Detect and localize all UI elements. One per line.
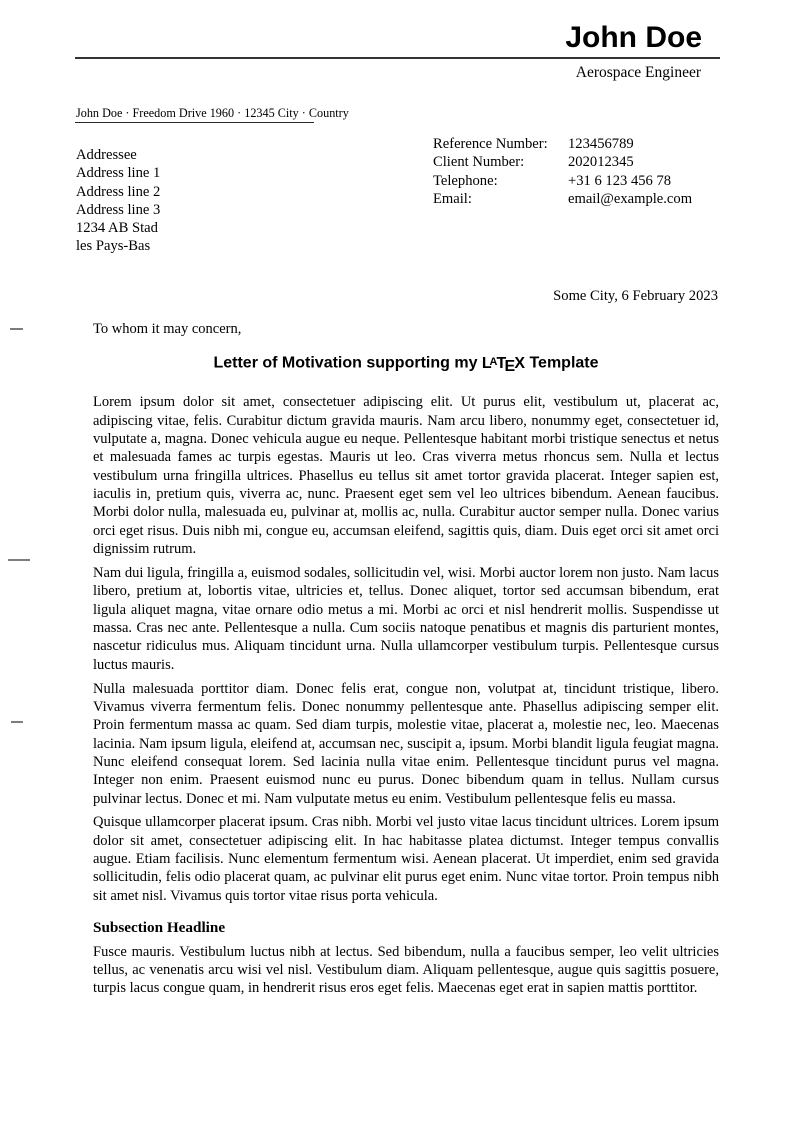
email-row <box>433 190 692 208</box>
client-number-row <box>433 153 692 171</box>
subject-line <box>93 352 719 377</box>
letter-body <box>93 320 719 1003</box>
recipient-address-line: Address line 1 <box>76 165 161 182</box>
reference-number-row <box>433 135 692 153</box>
telephone-row <box>433 172 692 190</box>
client-number-value: 202012345 <box>568 154 634 171</box>
email-label: Email: <box>433 191 472 208</box>
email-value: email@example.com <box>568 191 693 208</box>
reference-block <box>433 135 692 209</box>
recipient-address-line: les Pays-Bas <box>76 238 151 255</box>
body-paragraph: Nulla malesuada porttitor diam. Donec felis erat, congue non, volutpat at, tincidunt tristique, libero. Vivamus viverra fermentum felis. Donec nonummy pellentesque ante. Phasellus adipiscing semper elit. Proin fermentum massa ac quam. Sed diam turpis, molestie vitae, placerat a, molestie nec, leo. Maecenas lacinia. Nam ipsum ligula, eleifend at, accumsan nec, suscipit a, ipsum. Morbi blandit ligula feugiat magna. Nunc eleifend consequat lorem. Sed lacinia nulla vitae enim. Pellentesque tincidunt purus vel magna. Integer non enim. Praesent euismod nunc eu purus. Donec bibendum quam in tellus. Nullam cursus pulvinar lectus. Donec et mi. Nam vulputate metus eu enim. Vestibulum pellentesque felis eu massa. <box>93 680 719 807</box>
fold-mark-middle <box>8 559 30 561</box>
body-paragraph: Nam dui ligula, fringilla a, euismod sodales, sollicitudin vel, wisi. Morbi auctor lorem non justo. Nam lacus libero, pretium at, lobortis vitae, ultricies et, tellus. Donec aliquet, tortor sed accumsan bibendum, erat ligula aliquet magna, vitae ornare odio metus a mi. Morbi ac orci et nisl hendrerit mollis. Suspendisse ut massa. Cras nec ante. Pellentesque a nulla. Cum sociis natoque penatibus et magnis dis parturient montes, nascetur ridiculus mus. Aliquam tincidunt urna. Nulla ullamcorper vestibulum turpis. Pellentesque cursus luctus mauris. <box>93 564 719 673</box>
return-address-underline <box>75 122 314 123</box>
reference-number-value: 123456789 <box>568 136 634 152</box>
recipient-address-line: Address line 2 <box>76 183 161 200</box>
recipient-address-line: Address line 3 <box>76 201 161 218</box>
reference-number-label: Reference Number: <box>433 136 548 152</box>
fold-mark-bottom <box>11 721 23 723</box>
return-address-line: John Doe · Freedom Drive 1960 · 12345 City · Country <box>76 106 349 120</box>
body-paragraph: Lorem ipsum dolor sit amet, consectetuer adipiscing elit. Ut purus elit, vestibulum ut, placerat ac, adipiscing vitae, felis. Curabitur dictum gravida mauris. Nam arcu libero, nonummy eget, consectetuer id, vulputate a, magna. Donec vehicula augue eu neque. Pellentesque habitant morbi tristique senectus et netus et malesuada fames ac turpis egestas. Mauris ut leo. Cras viverra metus rhoncus sem. Nulla et lectus vestibulum urna fringilla ultrices. Phasellus eu tellus sit amet tortor gravida placerat. Integer sapien est, iaculis in, pretium quis, viverra ac, nunc. Praesent eget sem vel leo ultrices bibendum. Aenean faucibus. Morbi dolor nulla, malesuada eu, pulvinar at, mollis ac, nulla. Curabitur auctor semper nulla. Donec varius orci eget risus. Duis nibh mi, congue eu, accumsan eleifend, sagittis quis, diam. Duis eget orci sit amet orci dignissim rutrum. <box>93 394 719 558</box>
header-rule <box>75 57 720 59</box>
recipient-address <box>76 146 160 256</box>
client-number-label: Client Number: <box>433 154 525 171</box>
sender-name: John Doe <box>565 21 702 54</box>
fold-mark-top <box>10 328 23 330</box>
sender-profession: Aerospace Engineer <box>575 64 701 81</box>
telephone-value: +31 6 123 456 78 <box>568 172 672 189</box>
recipient-address-line: Addressee <box>76 147 137 163</box>
recipient-address-line: 1234 AB Stad <box>76 220 158 237</box>
latex-logo: LATEX <box>481 354 526 376</box>
body-paragraph: Quisque ullamcorper placerat ipsum. Cras nibh. Morbi vel justo vitae lacus tincidunt ultrices. Lorem ipsum dolor sit amet, consectetuer adipiscing elit. In hac habitasse platea dictumst. Integer tempus convallis augue. Etiam facilisis. Nunc elementum fermentum wisi. Aenean placerat. Ut imperdiet, enim sed gravida sollicitudin, felis odio placerat quam, ac pulvinar elit purus eget enim. Nunc vitae tortor. Proin tempus nibh sit amet nisl. Vivamus quis tortor vitae risus porta vehicula. <box>93 814 719 904</box>
telephone-label: Telephone: <box>433 172 498 189</box>
subject-suffix: Template <box>525 354 599 372</box>
salutation: To whom it may concern, <box>93 321 242 337</box>
subject-prefix: Letter of Motivation supporting my <box>213 354 482 372</box>
date-line: Some City, 6 February 2023 <box>553 288 718 304</box>
subsection-paragraph: Fusce mauris. Vestibulum luctus nibh at lectus. Sed bibendum, nulla a faucibus semper, leo velit ultricies tellus, ac venenatis arcu wisi vel nisl. Vestibulum diam. Aliquam pellentesque, augue quis sagittis posuere, turpis lacus congue quam, in hendrerit risus eros eget felis. Maecenas eget erat in sapien mattis porttitor. <box>93 943 719 997</box>
subsection-headline: Subsection Headline <box>93 919 226 937</box>
